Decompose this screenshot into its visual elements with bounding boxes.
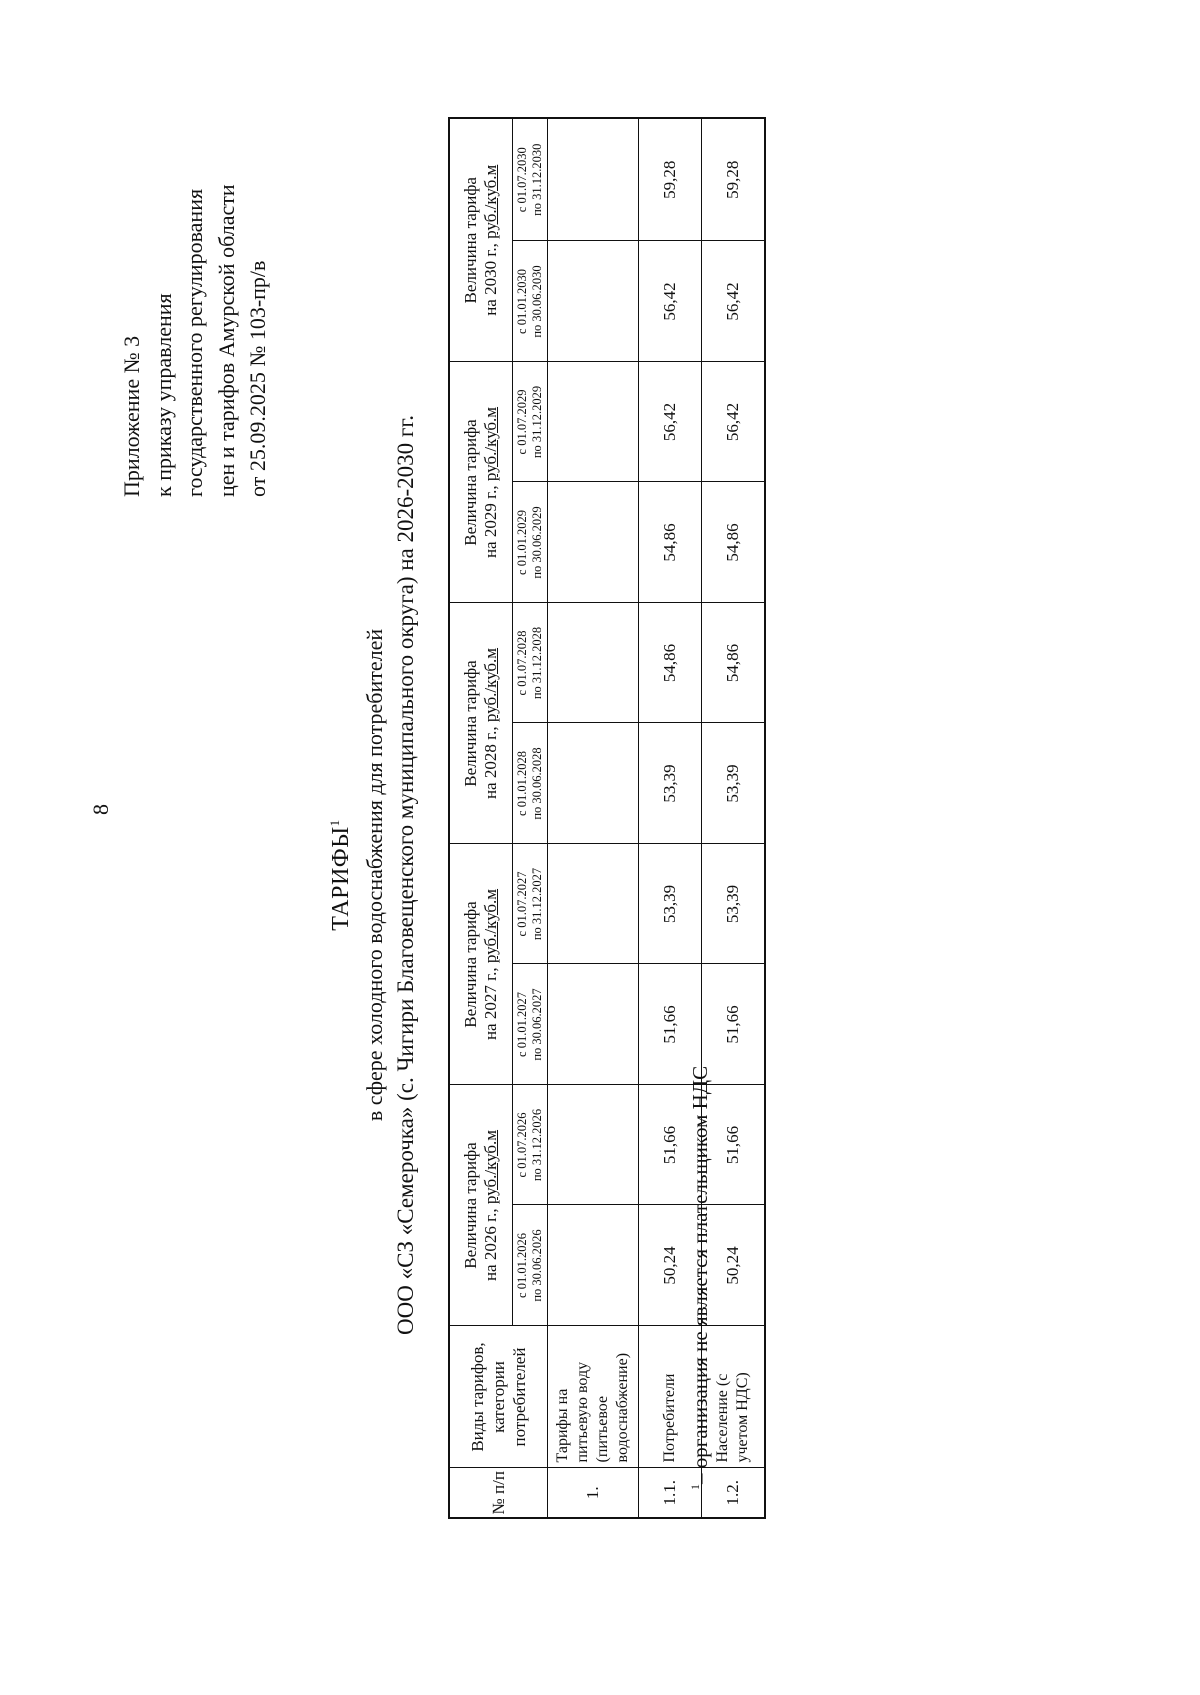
header-year-2030: Величина тарифа на 2030 г., руб./куб.м: [449, 118, 513, 362]
tariff-value: 51,66: [639, 964, 702, 1085]
header-period: с 01.07.2030 по 31.12.2030: [513, 118, 548, 241]
header-period: с 01.01.2026 по 30.06.2026: [513, 1205, 548, 1326]
header-year-2027: Величина тарифа на 2027 г., руб./куб.м: [449, 844, 513, 1085]
tariff-value: 54,86: [702, 603, 766, 723]
page-number: 8: [88, 804, 113, 815]
tariff-value: 56,42: [702, 362, 766, 482]
table-period-row: [513, 118, 548, 1518]
tariff-value: 54,86: [639, 482, 702, 603]
header-period: с 01.01.2028 по 30.06.2028: [513, 723, 548, 844]
header-period: с 01.01.2029 по 30.06.2029: [513, 482, 548, 603]
table-row: [548, 118, 639, 1518]
header-year-2028: Величина тарифа на 2028 г., руб./куб.м: [449, 603, 513, 844]
tariff-value: 56,42: [639, 241, 702, 362]
tariff-value: 53,39: [639, 723, 702, 844]
tariff-value: [548, 603, 639, 723]
tariff-value: [548, 964, 639, 1085]
appendix-block: [116, 184, 274, 497]
row-number: 1.: [548, 1468, 639, 1518]
tariff-value: 51,66: [702, 964, 766, 1085]
tariff-value: [548, 241, 639, 362]
tariff-value: 53,39: [702, 723, 766, 844]
tariff-value: 50,24: [639, 1205, 702, 1326]
row-name: Население (с учетом НДС): [702, 1326, 766, 1468]
row-number: 1.1.: [639, 1468, 702, 1518]
tariff-value: [548, 1085, 639, 1205]
header-year-2029: Величина тарифа на 2029 г., руб./куб.м: [449, 362, 513, 603]
document-subtitle: в сфере холодного водоснабжения для потребителей: [362, 628, 387, 1122]
title-text: ТАРИФЫ: [328, 826, 354, 931]
header-period: с 01.01.2030 по 30.06.2030: [513, 241, 548, 362]
header-period: с 01.07.2026 по 31.12.2026: [513, 1085, 548, 1205]
tariff-value: 54,86: [639, 603, 702, 723]
tariff-value: [548, 1205, 639, 1326]
tariff-value: 53,39: [702, 844, 766, 964]
tariff-value: 50,24: [702, 1205, 766, 1326]
appendix-line: Приложение № 3: [119, 335, 144, 497]
table-header-row: [449, 118, 513, 1518]
tariff-value: 59,28: [702, 118, 766, 241]
title-footnote-mark: 1: [327, 819, 342, 827]
tariff-value: 54,86: [702, 482, 766, 603]
tariff-value: 53,39: [639, 844, 702, 964]
appendix-line: цен и тарифов Амурской области: [213, 184, 239, 497]
tariff-value: 56,42: [702, 241, 766, 362]
header-period: с 01.01.2027 по 30.06.2027: [513, 964, 548, 1085]
header-period: с 01.07.2027 по 31.12.2027: [513, 844, 548, 964]
appendix-line: от 25.09.2025 № 103-пр/в: [245, 260, 270, 497]
appendix-line: к приказу управления: [150, 293, 176, 497]
header-year-2026: Величина тарифа на 2026 г., руб./куб.м: [449, 1085, 513, 1326]
tariff-value: [548, 482, 639, 603]
tariff-value: 51,66: [702, 1085, 766, 1205]
document-subtitle-organization: ООО «СЗ «Семерочка» (с. Чигири Благовещенского муниципального округа) на 2026-2030 гг.: [393, 415, 418, 1335]
footnote-mark: 1: [688, 1484, 702, 1490]
tariff-value: [548, 362, 639, 482]
row-number: 1.2.: [702, 1468, 766, 1518]
tariff-value: 59,28: [639, 118, 702, 241]
tariff-value: [548, 118, 639, 241]
header-tariff-type: Виды тарифов, категории потребителей: [449, 1326, 548, 1468]
row-name: Потребители: [639, 1326, 702, 1468]
tariff-value: [548, 723, 639, 844]
footnote: [688, 1066, 713, 1490]
tariff-value: 56,42: [639, 362, 702, 482]
tariff-value: [548, 844, 639, 964]
tariffs-table: [448, 117, 766, 1519]
header-number: № п/п: [449, 1468, 548, 1518]
row-name: Тарифы на питьевую воду (питьевое водоснабжение): [548, 1326, 639, 1468]
appendix-line: государственного регулирования: [182, 188, 207, 497]
footnote-text: – организация не является плательщиком НДС: [688, 1065, 712, 1484]
header-period: с 01.07.2029 по 31.12.2029: [513, 362, 548, 482]
header-period: с 01.07.2028 по 31.12.2028: [513, 603, 548, 723]
document-title: [327, 355, 355, 1395]
tariff-value: 51,66: [639, 1085, 702, 1205]
